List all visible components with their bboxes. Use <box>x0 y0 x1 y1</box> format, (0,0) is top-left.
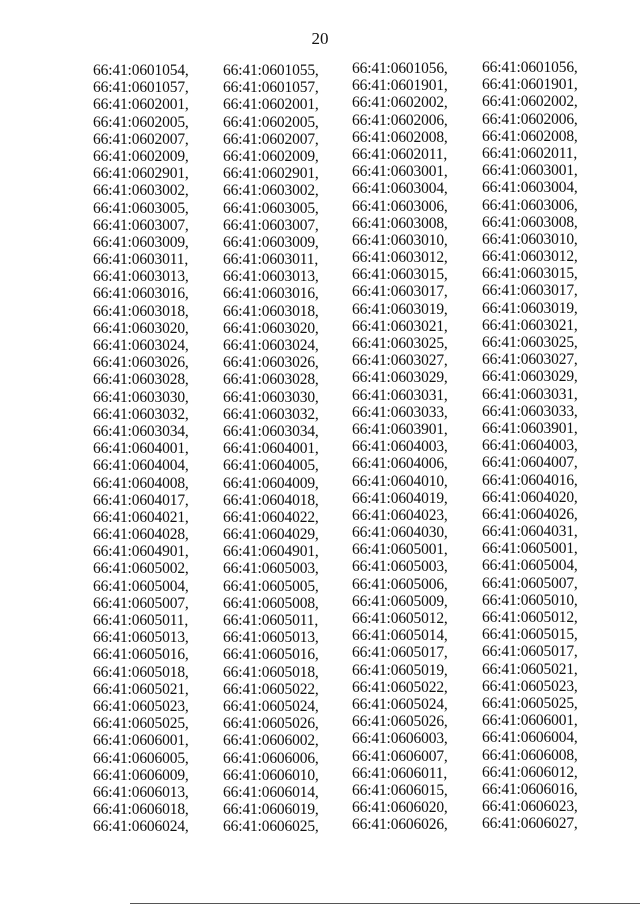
cadastral-number: 66:41:0603020, <box>223 319 319 337</box>
cadastral-number: 66:41:0606005, <box>93 749 189 767</box>
cadastral-number: 66:41:0601054, <box>93 62 189 79</box>
cadastral-number: 66:41:0604031, <box>482 523 578 541</box>
cadastral-number: 66:41:0602901, <box>223 165 319 183</box>
cadastral-number: 66:41:0605010, <box>482 591 578 609</box>
cadastral-number: 66:41:0604028, <box>93 526 189 544</box>
cadastral-number: 66:41:0605003, <box>223 560 319 578</box>
cadastral-number: 66:41:0604022, <box>223 508 319 526</box>
cadastral-number: 66:41:0604020, <box>482 488 578 506</box>
cadastral-number: 66:41:0603011, <box>93 251 189 269</box>
cadastral-number: 66:41:0602007, <box>223 130 319 148</box>
cadastral-number: 66:41:0603033, <box>352 403 448 421</box>
cadastral-number: 66:41:0605022, <box>223 680 319 698</box>
cadastral-number: 66:41:0603032, <box>223 405 319 423</box>
cadastral-number: 66:41:0603019, <box>352 300 448 318</box>
cadastral-number: 66:41:0603027, <box>482 351 578 369</box>
cadastral-number: 66:41:0604030, <box>352 524 448 542</box>
cadastral-number: 66:41:0605001, <box>352 541 448 559</box>
cadastral-number: 66:41:0605017, <box>352 644 448 662</box>
cadastral-number: 66:41:0605013, <box>223 629 319 647</box>
cadastral-number: 66:41:0604019, <box>352 489 448 507</box>
cadastral-number: 66:41:0606016, <box>482 780 578 798</box>
cadastral-number: 66:41:0602008, <box>482 127 578 145</box>
cadastral-number: 66:41:0603010, <box>482 230 578 248</box>
cadastral-number: 66:41:0605013, <box>93 629 189 647</box>
page-number: 20 <box>311 29 329 48</box>
cadastral-number: 66:41:0605002, <box>93 560 189 578</box>
cadastral-number: 66:41:0606025, <box>223 818 319 836</box>
cadastral-number-list <box>93 59 613 852</box>
column-1 <box>93 62 223 835</box>
cadastral-number: 66:41:0604009, <box>223 474 319 492</box>
cadastral-number: 66:41:0603031, <box>482 385 578 403</box>
cadastral-number: 66:41:0605025, <box>482 694 578 712</box>
cadastral-number: 66:41:0602011, <box>352 145 448 163</box>
cadastral-number: 66:41:0603026, <box>93 354 189 372</box>
cadastral-number: 66:41:0606015, <box>352 781 448 799</box>
cadastral-number: 66:41:0606014, <box>223 783 319 801</box>
cadastral-number: 66:41:0603018, <box>223 302 319 320</box>
cadastral-number: 66:41:0606013, <box>93 783 189 801</box>
cadastral-number: 66:41:0603015, <box>482 265 578 283</box>
cadastral-number: 66:41:0603009, <box>223 233 319 251</box>
column-4 <box>482 59 612 832</box>
cadastral-number: 66:41:0603006, <box>352 197 448 215</box>
cadastral-number: 66:41:0606018, <box>93 801 189 819</box>
cadastral-number: 66:41:0603017, <box>352 283 448 301</box>
cadastral-number: 66:41:0604001, <box>223 440 319 458</box>
cadastral-number: 66:41:0606006, <box>223 749 319 767</box>
cadastral-number: 66:41:0603006, <box>482 196 578 214</box>
cadastral-number: 66:41:0606020, <box>352 799 448 817</box>
cadastral-number: 66:41:0603024, <box>223 337 319 354</box>
cadastral-number: 66:41:0604003, <box>482 437 578 455</box>
cadastral-number: 66:41:0602011, <box>482 144 578 162</box>
cadastral-number: 66:41:0606004, <box>482 729 578 747</box>
cadastral-number: 66:41:0604016, <box>482 471 578 489</box>
cadastral-number: 66:41:0604008, <box>93 474 189 492</box>
cadastral-number: 66:41:0604005, <box>223 457 319 475</box>
cadastral-number: 66:41:0605019, <box>352 661 448 679</box>
cadastral-number: 66:41:0603001, <box>352 163 448 181</box>
cadastral-number: 66:41:0603010, <box>352 231 448 249</box>
cadastral-number: 66:41:0605026, <box>223 715 319 733</box>
cadastral-number: 66:41:0606001, <box>93 732 189 750</box>
cadastral-number: 66:41:0605023, <box>482 677 578 695</box>
cadastral-number: 66:41:0603002, <box>223 182 319 200</box>
cadastral-number: 66:41:0603025, <box>352 335 448 352</box>
cadastral-number: 66:41:0603025, <box>482 334 578 351</box>
cadastral-number: 66:41:0604007, <box>482 454 578 472</box>
cadastral-number: 66:41:0605006, <box>352 575 448 593</box>
cadastral-number: 66:41:0604003, <box>352 438 448 456</box>
cadastral-number: 66:41:0604010, <box>352 472 448 490</box>
cadastral-number: 66:41:0603024, <box>93 337 189 354</box>
cadastral-number: 66:41:0601901, <box>352 77 448 95</box>
cadastral-number: 66:41:0602008, <box>352 128 448 146</box>
cadastral-number: 66:41:0602901, <box>93 165 189 183</box>
cadastral-number: 66:41:0603005, <box>93 199 189 217</box>
cadastral-number: 66:41:0603001, <box>482 162 578 180</box>
cadastral-number: 66:41:0603031, <box>352 386 448 404</box>
cadastral-number: 66:41:0602006, <box>352 111 448 129</box>
cadastral-number: 66:41:0605007, <box>482 574 578 592</box>
cadastral-number: 66:41:0605012, <box>352 610 448 627</box>
cadastral-number: 66:41:0604026, <box>482 505 578 523</box>
cadastral-number: 66:41:0605016, <box>223 646 319 664</box>
cadastral-number: 66:41:0604004, <box>93 457 189 475</box>
cadastral-number: 66:41:0605014, <box>352 627 448 645</box>
cadastral-number: 66:41:0604006, <box>352 455 448 473</box>
cadastral-number: 66:41:0606011, <box>352 764 448 782</box>
cadastral-number: 66:41:0605017, <box>482 643 578 661</box>
cadastral-number: 66:41:0605011, <box>93 612 189 629</box>
cadastral-number: 66:41:0603028, <box>223 371 319 389</box>
cadastral-number: 66:41:0602001, <box>93 96 189 114</box>
cadastral-number: 66:41:0604029, <box>223 526 319 544</box>
column-2 <box>223 62 353 835</box>
cadastral-number: 66:41:0604001, <box>93 440 189 458</box>
cadastral-number: 66:41:0603020, <box>93 319 189 337</box>
cadastral-number: 66:41:0605012, <box>482 609 578 626</box>
cadastral-number: 66:41:0605003, <box>352 558 448 576</box>
cadastral-number: 66:41:0605021, <box>93 680 189 698</box>
cadastral-number: 66:41:0605008, <box>223 594 319 612</box>
cadastral-number: 66:41:0601056, <box>352 60 448 77</box>
cadastral-number: 66:41:0603029, <box>482 368 578 386</box>
cadastral-number: 66:41:0603004, <box>482 179 578 197</box>
cadastral-number: 66:41:0603032, <box>93 405 189 423</box>
cadastral-number: 66:41:0602005, <box>223 113 319 131</box>
cadastral-number: 66:41:0605011, <box>223 612 319 629</box>
cadastral-number: 66:41:0603015, <box>352 266 448 284</box>
cadastral-number: 66:41:0605018, <box>223 663 319 681</box>
cadastral-number: 66:41:0604023, <box>352 506 448 524</box>
cadastral-number: 66:41:0606009, <box>93 766 189 784</box>
cadastral-number: 66:41:0606023, <box>482 798 578 816</box>
cadastral-number: 66:41:0603011, <box>223 251 319 269</box>
cadastral-number: 66:41:0606026, <box>352 816 448 834</box>
cadastral-number: 66:41:0603016, <box>223 285 319 303</box>
cadastral-number: 66:41:0603017, <box>482 282 578 300</box>
cadastral-number: 66:41:0602002, <box>482 93 578 111</box>
cadastral-number: 66:41:0603026, <box>223 354 319 372</box>
cadastral-number: 66:41:0603002, <box>93 182 189 200</box>
cadastral-number: 66:41:0604018, <box>223 491 319 509</box>
cadastral-number: 66:41:0601057, <box>223 79 319 97</box>
cadastral-number: 66:41:0603005, <box>223 199 319 217</box>
bottom-page-edge <box>130 903 640 904</box>
cadastral-number: 66:41:0603901, <box>352 420 448 438</box>
cadastral-number: 66:41:0601057, <box>93 79 189 97</box>
cadastral-number: 66:41:0603029, <box>352 369 448 387</box>
cadastral-number: 66:41:0603013, <box>93 268 189 286</box>
cadastral-number: 66:41:0603016, <box>93 285 189 303</box>
cadastral-number: 66:41:0605022, <box>352 678 448 696</box>
cadastral-number: 66:41:0601901, <box>482 76 578 94</box>
cadastral-number: 66:41:0603012, <box>352 249 448 267</box>
cadastral-number: 66:41:0603004, <box>352 180 448 198</box>
cadastral-number: 66:41:0603007, <box>223 216 319 234</box>
cadastral-number: 66:41:0606027, <box>482 815 578 833</box>
cadastral-number: 66:41:0605016, <box>93 646 189 664</box>
cadastral-number: 66:41:0601056, <box>482 59 578 76</box>
cadastral-number: 66:41:0602002, <box>352 94 448 112</box>
cadastral-number: 66:41:0605004, <box>93 577 189 595</box>
cadastral-number: 66:41:0603018, <box>93 302 189 320</box>
cadastral-number: 66:41:0603034, <box>93 422 189 440</box>
cadastral-number: 66:41:0606008, <box>482 746 578 764</box>
cadastral-number: 66:41:0606003, <box>352 730 448 748</box>
cadastral-number: 66:41:0603034, <box>223 422 319 440</box>
cadastral-number: 66:41:0603033, <box>482 402 578 420</box>
cadastral-number: 66:41:0602007, <box>93 130 189 148</box>
cadastral-number: 66:41:0602005, <box>93 113 189 131</box>
cadastral-number: 66:41:0606010, <box>223 766 319 784</box>
cadastral-number: 66:41:0605005, <box>223 577 319 595</box>
cadastral-number: 66:41:0603901, <box>482 419 578 437</box>
cadastral-number: 66:41:0605021, <box>482 660 578 678</box>
cadastral-number: 66:41:0605007, <box>93 594 189 612</box>
cadastral-number: 66:41:0605023, <box>93 697 189 715</box>
cadastral-number: 66:41:0605024, <box>352 695 448 713</box>
cadastral-number: 66:41:0604017, <box>93 491 189 509</box>
cadastral-number: 66:41:0603027, <box>352 352 448 370</box>
cadastral-number: 66:41:0605015, <box>482 626 578 644</box>
cadastral-number: 66:41:0605024, <box>223 697 319 715</box>
cadastral-number: 66:41:0606024, <box>93 818 189 836</box>
cadastral-number: 66:41:0603007, <box>93 216 189 234</box>
cadastral-number: 66:41:0604901, <box>93 543 189 561</box>
cadastral-number: 66:41:0606002, <box>223 732 319 750</box>
cadastral-number: 66:41:0605018, <box>93 663 189 681</box>
cadastral-number: 66:41:0606012, <box>482 763 578 781</box>
cadastral-number: 66:41:0602009, <box>93 147 189 165</box>
cadastral-number: 66:41:0603012, <box>482 248 578 266</box>
cadastral-number: 66:41:0604901, <box>223 543 319 561</box>
cadastral-number: 66:41:0605004, <box>482 557 578 575</box>
cadastral-number: 66:41:0602009, <box>223 147 319 165</box>
cadastral-number: 66:41:0606019, <box>223 801 319 819</box>
cadastral-number: 66:41:0605001, <box>482 540 578 558</box>
cadastral-number: 66:41:0603021, <box>352 317 448 335</box>
cadastral-number: 66:41:0603028, <box>93 371 189 389</box>
cadastral-number: 66:41:0603019, <box>482 299 578 317</box>
cadastral-number: 66:41:0603013, <box>223 268 319 286</box>
cadastral-number: 66:41:0602006, <box>482 110 578 128</box>
cadastral-number: 66:41:0605026, <box>352 713 448 731</box>
cadastral-number: 66:41:0603008, <box>352 214 448 232</box>
cadastral-number: 66:41:0603030, <box>93 388 189 406</box>
cadastral-number: 66:41:0603008, <box>482 213 578 231</box>
cadastral-number: 66:41:0605025, <box>93 715 189 733</box>
cadastral-number: 66:41:0606001, <box>482 712 578 730</box>
cadastral-number: 66:41:0606007, <box>352 747 448 765</box>
column-3 <box>352 60 482 833</box>
cadastral-number: 66:41:0605009, <box>352 592 448 610</box>
cadastral-number: 66:41:0601055, <box>223 62 319 79</box>
cadastral-number: 66:41:0603009, <box>93 233 189 251</box>
cadastral-number: 66:41:0603030, <box>223 388 319 406</box>
cadastral-number: 66:41:0602001, <box>223 96 319 114</box>
cadastral-number: 66:41:0603021, <box>482 316 578 334</box>
cadastral-number: 66:41:0604021, <box>93 508 189 526</box>
